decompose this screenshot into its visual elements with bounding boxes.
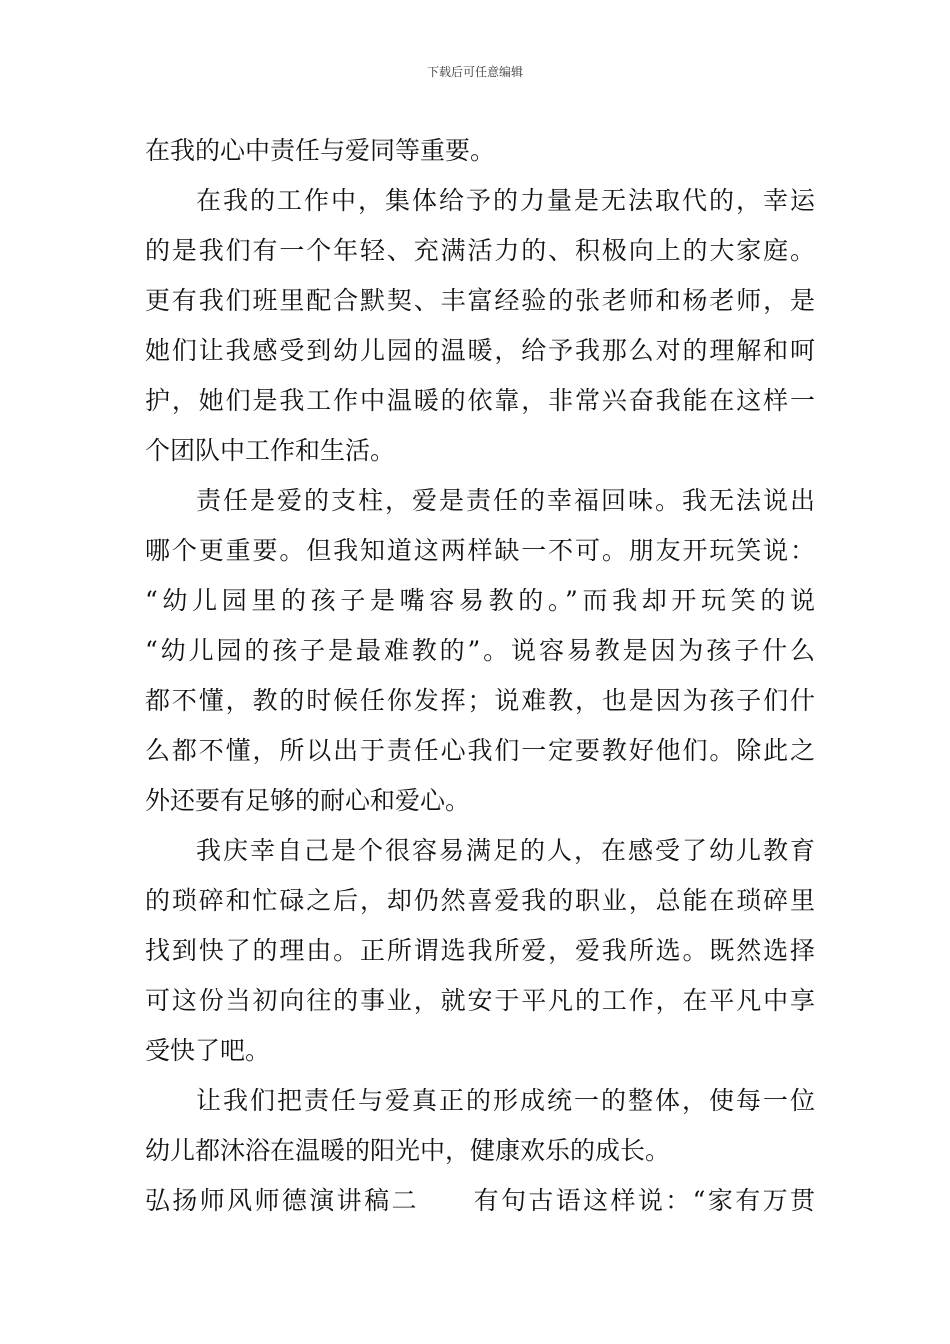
document-body [145, 126, 815, 1226]
text-line: 受快了吧。 [145, 1036, 271, 1065]
page-header-note: 下载后可任意编辑 [426, 65, 523, 79]
text-line: 责任是爱的支柱，爱是责任的幸福回味。我无法说出 [196, 486, 815, 515]
text-line: 找到快了的理由。正所谓选我所爱，爱我所选。既然选择 [145, 936, 815, 965]
text-line: 可这份当初向往的事业，就安于平凡的工作，在平凡中享 [145, 986, 815, 1015]
text-line: 弘扬师风师德演讲稿二 有句古语这样说：“家有万贯 [145, 1186, 815, 1215]
text-line: 她们让我感受到幼儿园的温暖，给予我那么对的理解和呵 [145, 336, 815, 365]
text-line: 我庆幸自己是个很容易满足的人，在感受了幼儿教育 [196, 836, 815, 865]
text-line: 在我的心中责任与爱同等重要。 [145, 136, 496, 165]
text-line: 幼儿都沐浴在温暖的阳光中，健康欢乐的成长。 [145, 1136, 671, 1165]
text-line: 的琐碎和忙碌之后，却仍然喜爱我的职业，总能在琐碎里 [145, 886, 815, 915]
text-line: “幼儿园的孩子是最难教的”。说容易教是因为孩子什么 [145, 636, 815, 665]
text-line: 都不懂，教的时候任你发挥；说难教，也是因为孩子们什 [145, 686, 815, 715]
text-line: 更有我们班里配合默契、丰富经验的张老师和杨老师，是 [145, 286, 815, 315]
text-line: 哪个更重要。但我知道这两样缺一不可。朋友开玩笑说： [145, 536, 815, 565]
text-line: 的是我们有一个年轻、充满活力的、积极向上的大家庭。 [145, 236, 815, 265]
text-line: 让我们把责任与爱真正的形成统一的整体，使每一位 [196, 1086, 815, 1115]
text-line: 么都不懂，所以出于责任心我们一定要教好他们。除此之 [145, 736, 815, 765]
text-line: 个团队中工作和生活。 [145, 436, 396, 465]
text-line: 在我的工作中，集体给予的力量是无法取代的，幸运 [196, 186, 815, 215]
text-line: 护，她们是我工作中温暖的依靠，非常兴奋我能在这样一 [145, 386, 815, 415]
text-line: 外还要有足够的耐心和爱心。 [145, 786, 471, 815]
text-line: “幼儿园里的孩子是嘴容易教的。”而我却开玩笑的说 [145, 586, 815, 615]
